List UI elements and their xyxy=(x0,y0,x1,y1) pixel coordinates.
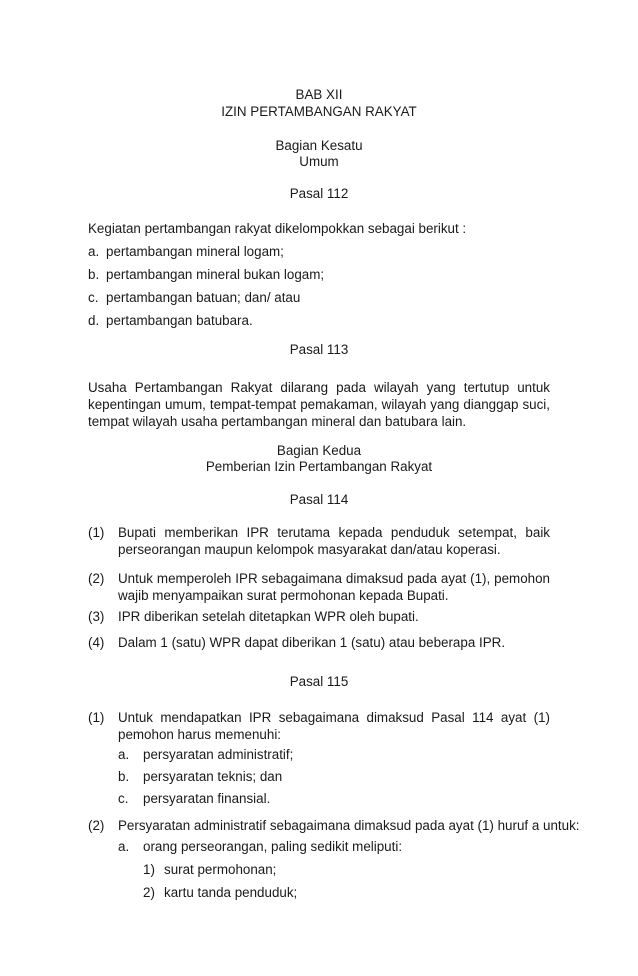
pasal-113-heading: Pasal 113 xyxy=(289,342,349,357)
list-item-text: pertambangan batubara. xyxy=(106,313,253,328)
sub-sub-list-item-text: surat permohonan; xyxy=(164,862,277,877)
paragraph-line: kepentingan umum, tempat-tempat pemakaman, wilayah yang dianggap suci, xyxy=(88,397,550,412)
list-item-text: pertambangan mineral bukan logam; xyxy=(106,267,325,282)
list-item-label: (2) xyxy=(88,571,105,586)
list-item-line: IPR diberikan setelah ditetapkan WPR oleh bupati. xyxy=(118,609,419,624)
chapter-title: IZIN PERTAMBANGAN RAKYAT xyxy=(221,104,417,119)
sub-list-item-text: persyaratan teknis; dan xyxy=(143,769,283,784)
part-2-title: Bagian Kedua xyxy=(276,443,362,458)
list-item-label: d. xyxy=(88,313,100,328)
sub-list-item-label: a. xyxy=(118,747,130,762)
list-item-label: a. xyxy=(88,244,100,259)
list-item-label: c. xyxy=(88,290,99,305)
list-item-line: wajib menyampaikan surat permohonan kepada Bupati. xyxy=(118,588,449,603)
list-item-label: b. xyxy=(88,267,100,282)
list-item-line: Untuk memperoleh IPR sebagaimana dimaksud pada ayat (1), pemohon xyxy=(118,571,550,586)
list-item-text: pertambangan mineral logam; xyxy=(106,244,284,259)
list-item-label: (4) xyxy=(88,635,105,650)
list-item-label: (1) xyxy=(88,710,105,725)
sub-list-item-text: persyaratan administratif; xyxy=(143,747,294,762)
list-item-line: Dalam 1 (satu) WPR dapat diberikan 1 (satu) atau beberapa IPR. xyxy=(118,635,506,650)
paragraph-line: tempat wilayah usaha pertambangan mineral dan batubara lain. xyxy=(88,414,467,429)
sub-list-item-label: a. xyxy=(118,839,130,854)
pasal-114-heading: Pasal 114 xyxy=(289,492,349,507)
sub-list-item-label: c. xyxy=(118,791,129,806)
list-item-label: (3) xyxy=(88,609,105,624)
list-item-line: Untuk mendapatkan IPR sebagaimana dimaksud Pasal 114 ayat (1) xyxy=(118,710,550,725)
chapter-number: BAB XII xyxy=(295,87,343,102)
part-1-subtitle: Umum xyxy=(299,154,339,169)
pasal-112-intro: Kegiatan pertambangan rakyat dikelompokkan sebagai berikut : xyxy=(88,221,467,236)
sub-sub-list-item-text: kartu tanda penduduk; xyxy=(164,885,298,900)
sub-list-item-text: persyaratan finansial. xyxy=(143,791,271,806)
list-item-line: Bupati memberikan IPR terutama kepada penduduk setempat, baik xyxy=(118,525,550,540)
list-item-line: perseorangan maupun kelompok masyarakat dan/atau koperasi. xyxy=(118,542,501,557)
list-item-label: (2) xyxy=(88,818,105,833)
list-item-text: pertambangan batuan; dan/ atau xyxy=(106,290,301,305)
list-item-line: pemohon harus memenuhi: xyxy=(118,727,282,742)
sub-sub-list-item-label: 1) xyxy=(143,862,155,877)
sub-list-item-text: orang perseorangan, paling sedikit meliputi: xyxy=(143,839,403,854)
pasal-115-heading: Pasal 115 xyxy=(289,674,349,689)
pasal-112-heading: Pasal 112 xyxy=(289,186,349,201)
list-item-line: Persyaratan administratif sebagaimana dimaksud pada ayat (1) huruf a untuk: xyxy=(118,818,580,833)
sub-list-item-label: b. xyxy=(118,769,130,784)
paragraph-line: Usaha Pertambangan Rakyat dilarang pada wilayah yang tertutup untuk xyxy=(88,380,550,395)
part-2-subtitle: Pemberian Izin Pertambangan Rakyat xyxy=(205,459,433,474)
part-1-title: Bagian Kesatu xyxy=(275,138,363,153)
list-item-label: (1) xyxy=(88,525,105,540)
sub-sub-list-item-label: 2) xyxy=(143,885,155,900)
